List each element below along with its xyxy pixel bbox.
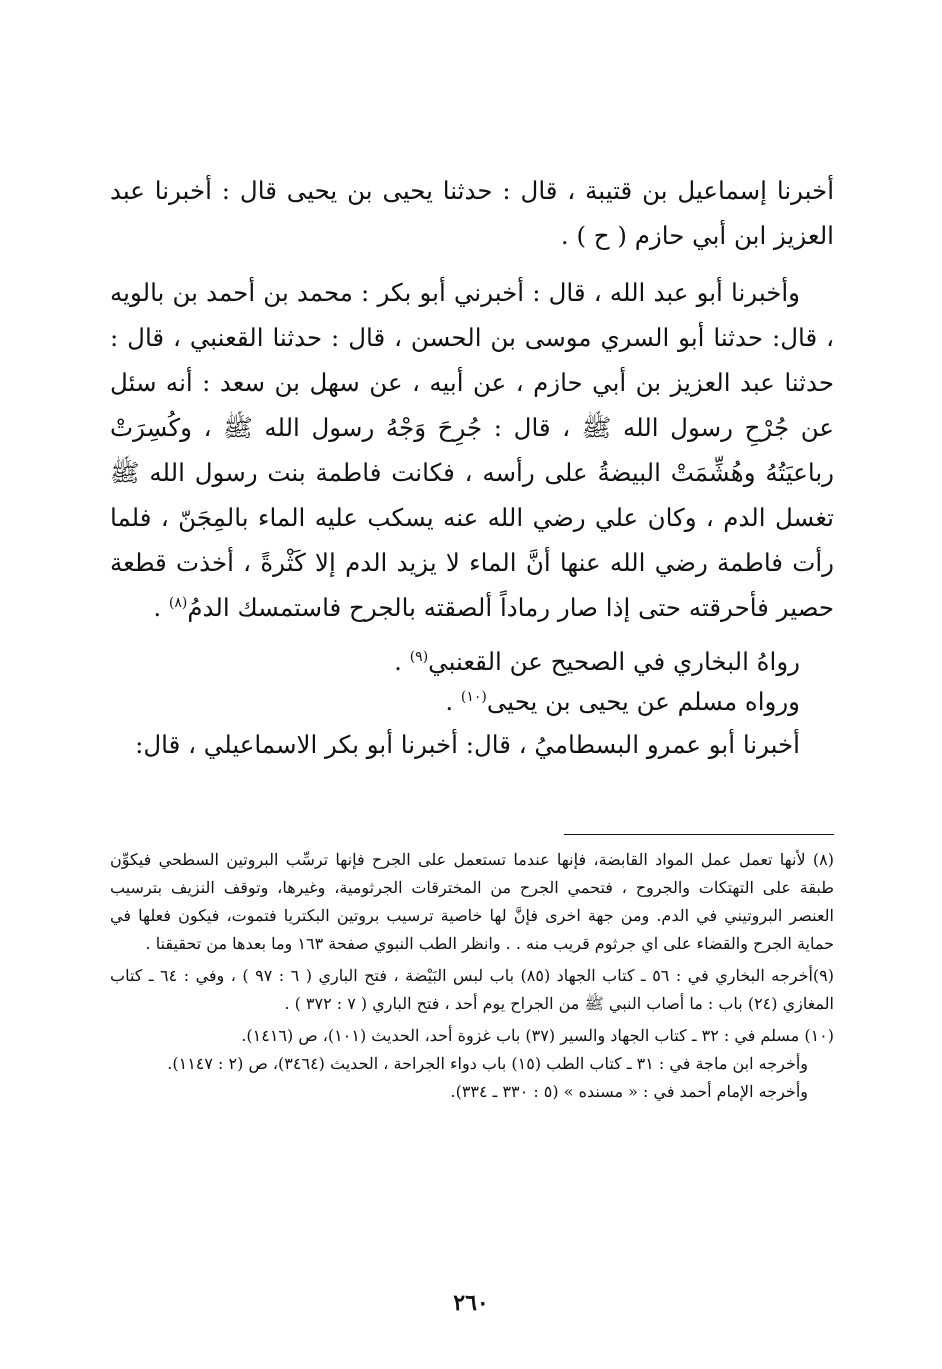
footnote-divider <box>564 834 834 835</box>
footnote-9-text: أخرجه البخاري في : ٥٦ ـ كتاب الجهاد (٨٥) باب لبس البَيْضة ، فتح الباري ( ٦ : ٩٧ ) ، وفي : ٦٤ ـ كتاب المغازي (٢٤) باب : ما أصاب النبي ﷺ من الجراح يوم أحد ، فتح الباري ( ٧ : ٣٧٢ ) . <box>110 966 834 1013</box>
footnote-9 <box>110 962 834 1018</box>
footnotes <box>110 846 834 1106</box>
narration-block <box>110 642 834 722</box>
narration-muslim <box>110 682 800 722</box>
footnote-8-number: (٨) <box>812 850 834 869</box>
hadith-end: . <box>153 593 169 622</box>
hadith-text: وأخبرنا أبو عبد الله ، قال : أخبرني أبو بكر : محمد بن أحمد بن بالويه ، قال: حدثنا أبو السري موسى بن الحسن ، قال : حدثنا القعنبي ، قال : حدثنا عبد العزيز بن أبي حازم ، عن أبيه ، عن سهل بن سعد : أنه سئل عن جُرْحِ رسول الله ﷺ ، قال : جُرِحَ وَجْهُ رسول الله ﷺ ، وكُسِرَتْ رباعيَتُهُ وهُشِّمَتْ البيضةُ على رأسه ، فكانت فاطمة بنت رسول الله ﷺ تغسل الدم ، وكان علي رضي الله عنه يسكب عليه الماء بالمِجَنّ ، فلما رأت فاطمة رضي الله عنها أنَّ الماء لا يزيد الدم إلا كَثْرةً ، أخذت قطعة حصير فأحرقته حتى إذا صار رماداً ألصقته بالجرح فاستمسك الدمُ <box>110 278 834 622</box>
narration-muslim-text: ورواه مسلم عن يحيى بن يحيى <box>486 687 800 716</box>
paragraph-isnad-2: أخبرنا أبو عمرو البسطاميُ ، قال: أخبرنا أبو بكر الاسماعيلي ، قال: <box>135 730 800 759</box>
footnote-ref-9[interactable]: (٩) <box>409 648 429 665</box>
footnote-8 <box>110 846 834 958</box>
narration-bukhari-text: رواهُ البخاري في الصحيح عن القعنبي <box>428 647 800 676</box>
footnote-10-text: مسلم في : ٣٢ ـ كتاب الجهاد والسير (٣٧) باب غزوة أحد، الحديث (١٠١)، ص (١٤١٦). <box>241 1026 800 1045</box>
footnote-ref-10[interactable]: (١٠) <box>460 688 487 705</box>
page-number: ٢٦٠ <box>453 1290 489 1316</box>
footnote-9-number: (٩) <box>812 966 835 985</box>
footnote-10 <box>110 1022 834 1050</box>
narration-bukhari <box>110 642 800 682</box>
footnote-8-text: لأنها تعمل عمل المواد القابضة، فإنها عندما تستعمل على الجرح فإنها ترسِّب البروتين السطحي فيكوِّن طبقة على التهتكات والجروح ، فتحمي الجرح من المخترقات الجرثومية، وغيرها، وتوقف النزيف بترسيب العنصر البروتيني في الدم. ومن جهة اخرى فإنَّ لها خاصية ترسيب بروتين البكتريا فتموت، فيكون فعلها في حماية الجرح والقضاء على اي جرثوم قريب منه . . وانظر الطب النبوي صفحة ١٦٣ وما بعدها من تحقيقنا . <box>110 850 834 953</box>
main-text <box>110 168 834 767</box>
narration-muslim-end: . <box>445 687 461 716</box>
footnote-10-ahmad: وأخرجه الإمام أحمد في : « مسنده » (٥ : ٣٣٠ ـ ٣٣٤). <box>450 1082 808 1101</box>
paragraph-isnad-1: أخبرنا إسماعيل بن قتيبة ، قال : حدثنا يحيى بن يحيى قال : أخبرنا عبد العزيز ابن أبي حازم ( ح ) . <box>110 176 834 250</box>
footnote-10-number: (١٠) <box>804 1026 834 1045</box>
narration-bukhari-end: . <box>394 647 410 676</box>
footnote-10-ibn-majah: وأخرجه ابن ماجة في : ٣١ ـ كتاب الطب (١٥) باب دواء الجراحة ، الحديث (٣٤٦٤)، ص (٢ : ١١٤٧). <box>167 1054 808 1073</box>
footnote-ref-8[interactable]: (٨) <box>168 594 188 611</box>
paragraph-hadith <box>110 270 834 630</box>
